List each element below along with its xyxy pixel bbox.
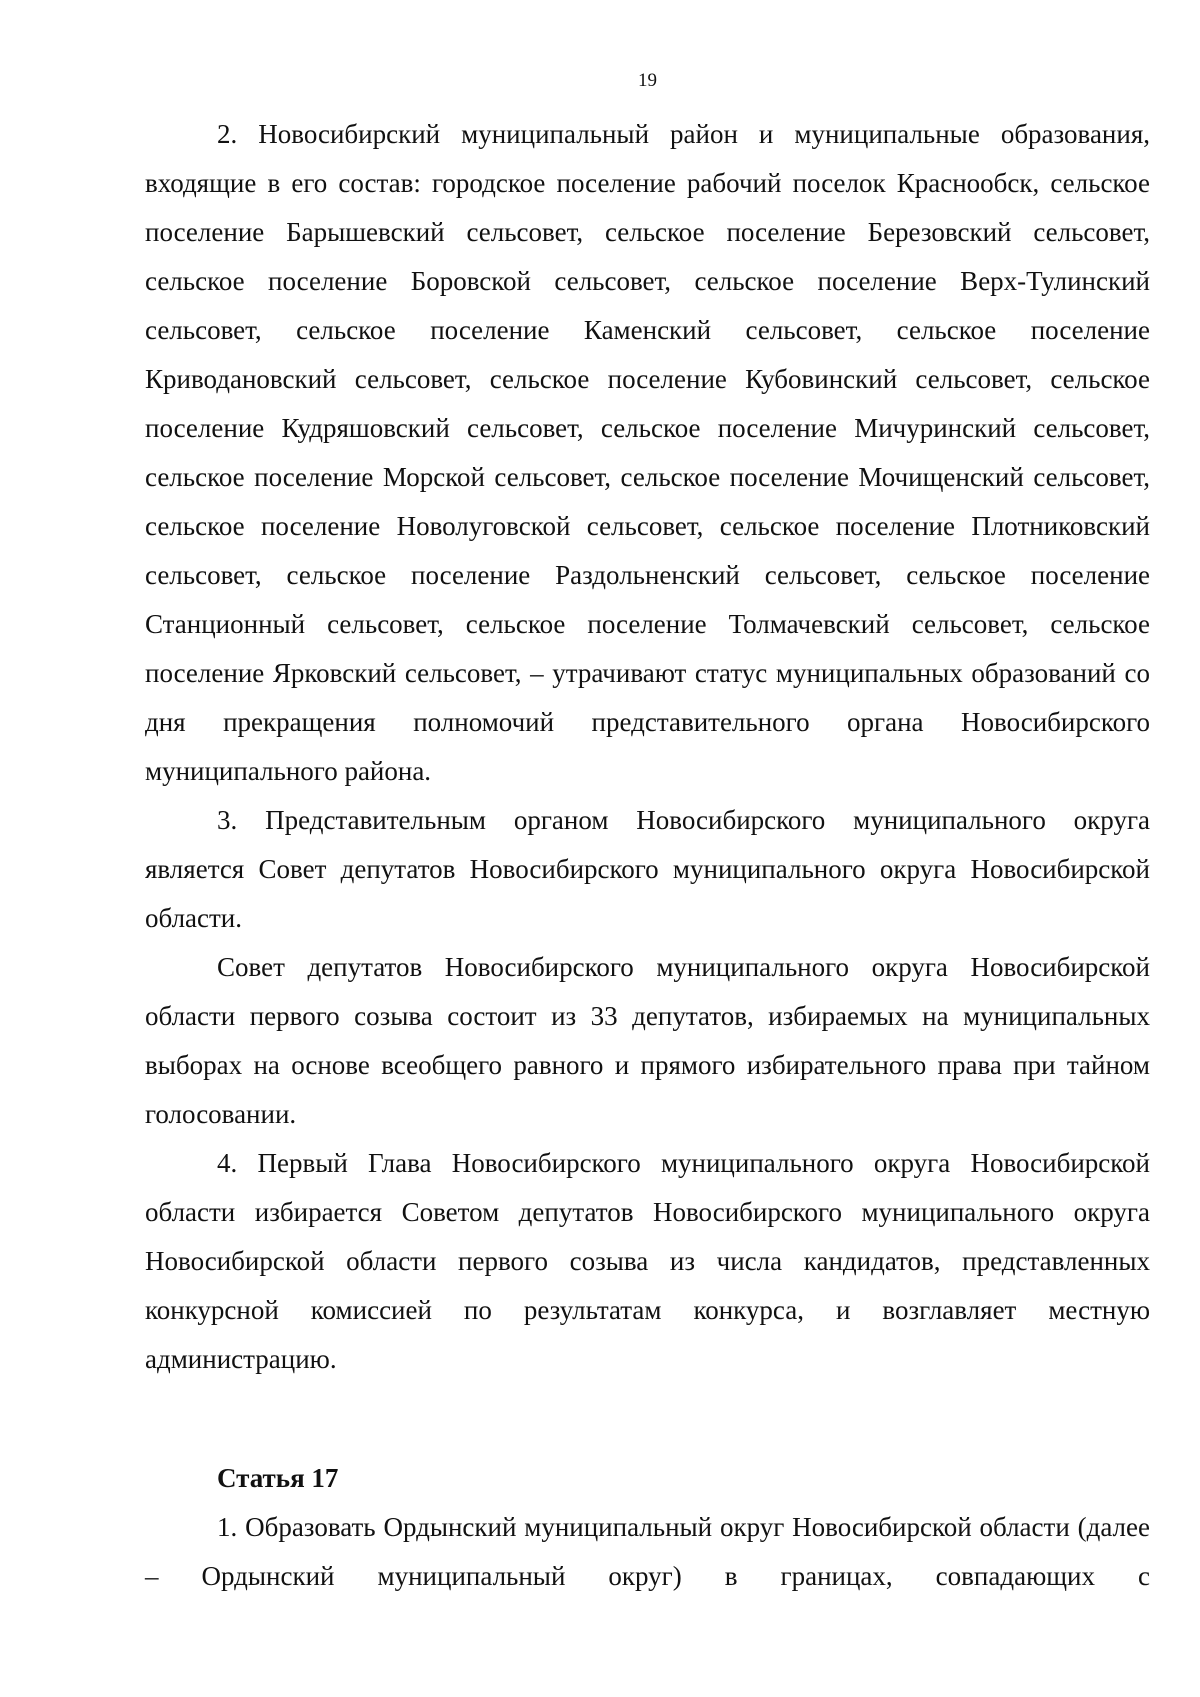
paragraph-council-composition: Совет депутатов Новосибирского муниципального округа Новосибирской области первого созыва состоит из 33 депутатов, избираемых на муниципальных выборах на основе всеобщего равного и прямого избирательного права при тайном голосовании.: [145, 952, 1150, 1129]
page-number: 19: [638, 70, 657, 91]
paragraph-item-2: 2. Новосибирский муниципальный район и муниципальные образования, входящие в его состав: городское поселение рабочий поселок Краснообск, сельское поселение Барышевский сельсовет, сельское поселение Березовский сельсовет, сельское поселение Боровской сельсовет, сельское поселение Верх-Тулинский сельсовет, сельское поселение Каменский сельсовет, сельское поселение Криводановский сельсовет, сельское поселение Кубовинский сельсовет, сельское поселение Кудряшовский сельсовет, сельское поселение Мичуринский сельсовет, сельское поселение Морской сельсовет, сельское поселение Мочищенский сельсовет, сельское поселение Новолуговской сельсовет, сельское поселение Плотниковский сельсовет, сельское поселение Раздольненский сельсовет, сельское поселение Станционный сельсовет, сельское поселение Толмачевский сельсовет, сельское поселение Ярковский сельсовет, – утрачивают статус муниципальных образований со дня прекращения полномочий представительного органа Новосибирского муниципального района.: [145, 119, 1150, 786]
paragraph-item-4: 4. Первый Глава Новосибирского муниципального округа Новосибирской области избирается Советом депутатов Новосибирского муниципального округа Новосибирской области первого созыва из числа кандидатов, представленных конкурсной комиссией по результатам конкурса, и возглавляет местную администрацию.: [145, 1148, 1150, 1374]
paragraph-article17-item-1: 1. Образовать Ордынский муниципальный округ Новосибирской области (далее – Ордынский муниципальный округ) в границах, совпадающих с: [145, 1512, 1150, 1591]
document-body: [145, 110, 1150, 1601]
article-heading: Статья 17: [217, 1463, 339, 1493]
paragraph-item-3: 3. Представительным органом Новосибирского муниципального округа является Совет депутатов Новосибирского муниципального округа Новосибирской области.: [145, 805, 1150, 933]
